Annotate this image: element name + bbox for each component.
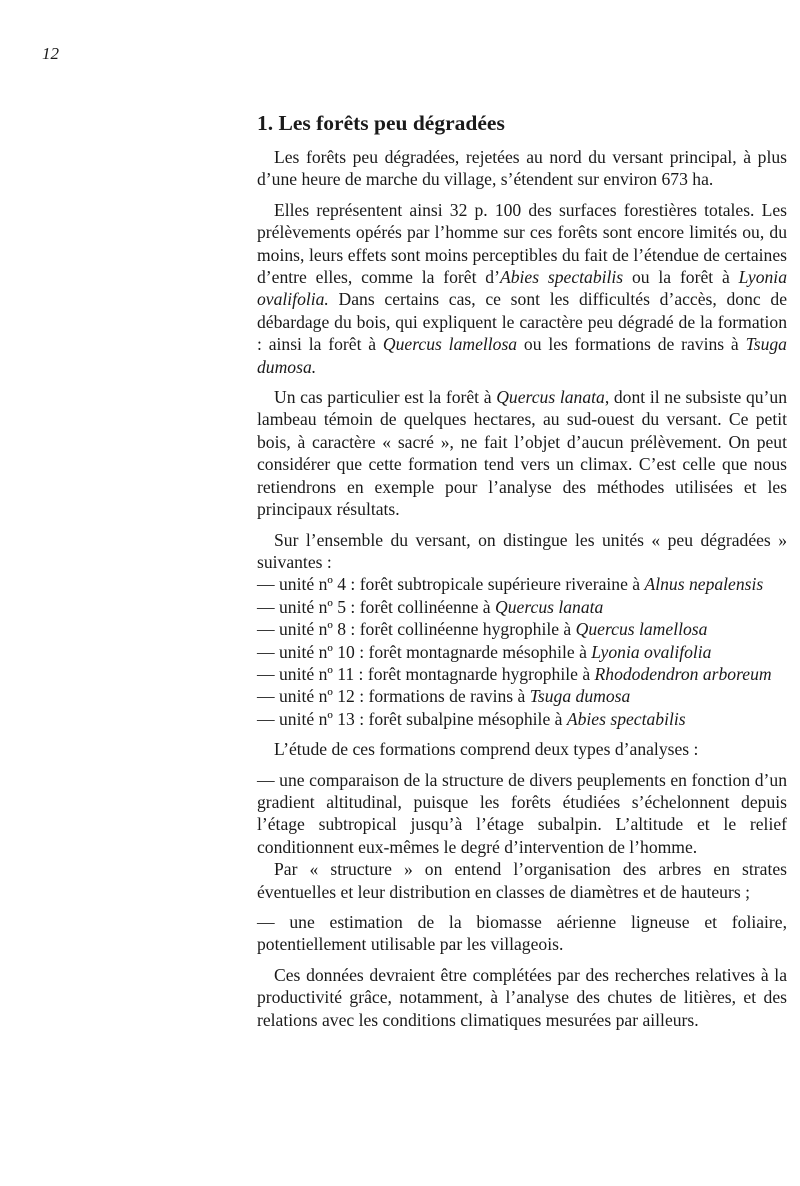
paragraph xyxy=(257,529,787,574)
italic-text: Tsuga dumosa. xyxy=(257,334,787,377)
text-run: Elles représentent ainsi 32 p. 100 des surfaces forestières totales. Les prélèvements opérés par l’homme sur ces forêts sont encore limités ou, du moins, leurs effets sont moins perceptibles du fait de l’étendue de certaines d’entre elles, comme la forêt d’ xyxy=(257,199,787,288)
text-run: — unité nº 11 : forêt montagnarde hygrophile à xyxy=(257,663,595,684)
italic-text: Quercus lanata xyxy=(495,596,604,617)
italic-text: Alnus nepalensis xyxy=(644,574,764,595)
paragraph xyxy=(257,738,787,760)
text-run: — unité nº 4 : forêt subtropicale supérieure riveraine à xyxy=(257,574,645,595)
italic-text: Quercus lamellosa xyxy=(575,619,708,640)
text-run: — une estimation de la biomasse aérienne ligneuse et foliaire, potentiellement utilisable par les villageois. xyxy=(257,912,787,955)
italic-text: Rhododendron arboreum xyxy=(594,663,772,684)
list-item xyxy=(257,685,787,707)
text-run: Un cas particulier est la forêt à xyxy=(274,387,497,408)
text-run: — unité nº 8 : forêt collinéenne hygrophile à xyxy=(257,619,576,640)
italic-text: Abies spectabilis xyxy=(566,708,686,729)
paragraph xyxy=(257,146,787,191)
text-run: — une comparaison de la structure de divers peuplements en fonction d’un gradient altitudinal, puisque les forêts étudiées s’échelonnent depuis l’étage subtropical jusqu’à l’étage subalpin. L’altitude et le relief conditionnent eux-mêmes le degré d’intervention de l’homme. xyxy=(257,769,787,857)
list-item xyxy=(257,596,787,618)
italic-text: Quercus lanata xyxy=(496,387,605,408)
list-item xyxy=(257,769,787,859)
text-run: Les forêts peu dégradées, rejetées au nord du versant principal, à plus d’une heure de marche du village, s’étendent sur environ 673 ha. xyxy=(257,147,787,190)
italic-text: Lyonia ovalifolia. xyxy=(257,267,787,310)
paragraph xyxy=(257,199,787,378)
text-run: Sur l’ensemble du versant, on distingue les unités « peu dégradées » suivantes : xyxy=(257,529,787,572)
text-run: — unité nº 5 : forêt collinéenne à xyxy=(257,596,496,617)
text-run: — unité nº 12 : formations de ravins à xyxy=(257,686,530,707)
text-run: , dont il ne subsiste qu’un lambeau témoin de quelques hectares, au sud-ouest du versant. Ce petit bois, à caractère « sacré », ne fait l’objet d’aucun prélèvement. On peut considérer que cette formation tend vers un climax. C’est celle que nous retiendrons en exemple pour l’analyse des méthodes utilisées et les principaux résultats. xyxy=(257,387,787,520)
paragraph xyxy=(257,386,787,520)
italic-text: Abies spectabilis xyxy=(499,267,624,288)
list-item xyxy=(257,708,787,730)
page-number: 12 xyxy=(42,44,59,63)
paragraph xyxy=(257,964,787,1031)
text-run: — unité nº 13 : forêt subalpine mésophile à xyxy=(257,708,567,729)
italic-text: Tsuga dumosa xyxy=(529,686,631,707)
text-run: Par « structure » on entend l’organisation des arbres en strates éventuelles et leur distribution en classes de diamètres et de hauteurs ; xyxy=(257,859,787,902)
text-run: L’étude de ces formations comprend deux types d’analyses : xyxy=(274,739,699,760)
paragraph xyxy=(257,858,787,903)
text-run: — unité nº 10 : forêt montagnarde mésophile à xyxy=(257,641,592,662)
list-item xyxy=(257,663,787,685)
list-item xyxy=(257,573,787,595)
list-item xyxy=(257,618,787,640)
italic-text: Quercus lamellosa xyxy=(382,334,518,355)
text-run: ou la forêt à xyxy=(623,267,739,288)
text-run: ou les formations de ravins à xyxy=(517,334,746,355)
list-item xyxy=(257,641,787,663)
text-run: Dans certains cas, ce sont les difficultés d’accès, donc de débardage du bois, qui expliquent le caractère peu dégradé de la formation : ainsi la forêt à xyxy=(257,289,787,355)
body-text xyxy=(257,146,787,1031)
text-run: Ces données devraient être complétées par des recherches relatives à la productivité grâce, notamment, à l’analyse des chutes de litières, et des relations avec les conditions climatiques mesurées par ailleurs. xyxy=(257,964,787,1030)
list-item xyxy=(257,911,787,956)
italic-text: Lyonia ovalifolia xyxy=(591,641,712,662)
section-heading: 1. Les forêts peu dégradées xyxy=(257,111,505,135)
